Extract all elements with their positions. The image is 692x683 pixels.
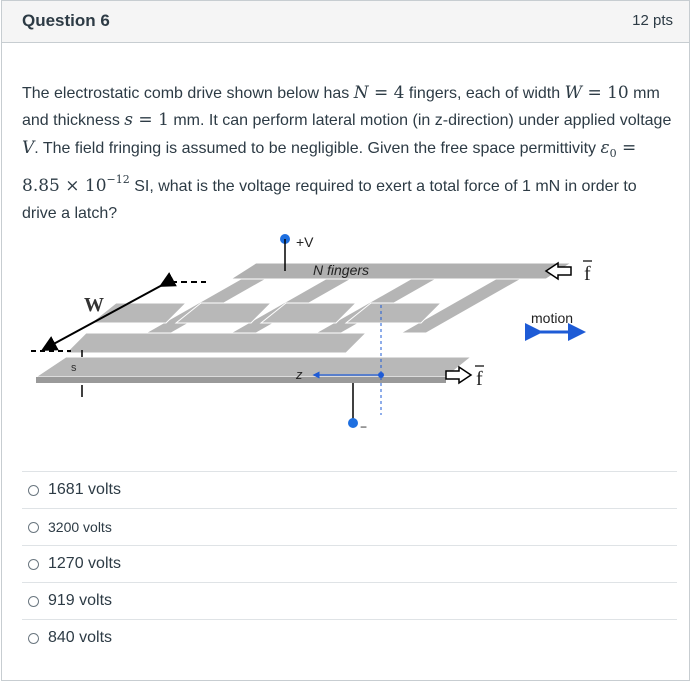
radio-icon[interactable] bbox=[28, 485, 39, 496]
bottom-finger bbox=[66, 333, 366, 353]
z-axis-origin bbox=[378, 372, 384, 378]
question-text-part: The electrostatic comb drive shown below has bbox=[22, 85, 354, 102]
math-symbol-v: V bbox=[22, 137, 35, 158]
z-label: z bbox=[296, 367, 303, 382]
answer-label: 919 volts bbox=[48, 592, 113, 609]
answer-label: 1681 volts bbox=[48, 481, 121, 498]
n-fingers-label: N fingers bbox=[313, 262, 370, 278]
math-equation: = 8.85 × 10 bbox=[22, 137, 637, 197]
motion-label: motion bbox=[531, 310, 574, 326]
answer-option[interactable] bbox=[22, 471, 677, 508]
math-symbol-w: W bbox=[564, 83, 583, 103]
math-subscript: 0 bbox=[609, 147, 617, 160]
bottom-comb-bar bbox=[36, 357, 471, 377]
answer-option[interactable] bbox=[22, 508, 677, 545]
radio-icon[interactable] bbox=[28, 559, 39, 570]
question-text-part: fingers, each of width bbox=[404, 85, 565, 102]
math-symbol-epsilon: ε bbox=[600, 137, 610, 158]
question-text-part: . The field fringing is assumed to be negligible. Given the free space permittivity bbox=[34, 139, 601, 157]
answer-label: 1270 volts bbox=[48, 555, 121, 572]
answer-option[interactable] bbox=[22, 545, 677, 582]
answer-list bbox=[22, 471, 677, 656]
question-text bbox=[22, 80, 674, 227]
force-label-bottom: f bbox=[476, 368, 483, 390]
question-text-part: SI, what is the voltage required to exert a total force of 1 mN in order to drive a latch? bbox=[22, 178, 637, 222]
math-symbol-s: s bbox=[124, 110, 134, 131]
top-comb-bar bbox=[231, 263, 571, 279]
math-equation: = 1 bbox=[133, 110, 169, 131]
radio-icon[interactable] bbox=[28, 522, 39, 533]
bottom-comb-bar-edge bbox=[36, 377, 446, 383]
answer-label: 840 volts bbox=[48, 629, 113, 646]
question-card bbox=[1, 0, 690, 681]
minus-terminal bbox=[348, 418, 358, 428]
minus-label: − bbox=[360, 420, 368, 434]
question-points: 12 pts bbox=[632, 12, 673, 29]
answer-option[interactable] bbox=[22, 619, 677, 656]
question-title: Question 6 bbox=[22, 11, 110, 30]
s-label: s bbox=[71, 362, 77, 374]
question-header bbox=[2, 1, 689, 43]
question-text-part: mm. It can perform lateral motion (in z-direction) under applied voltage bbox=[168, 112, 672, 130]
math-symbol-n: N bbox=[353, 83, 369, 103]
math-equation: = 10 bbox=[582, 83, 629, 103]
w-label: W bbox=[84, 294, 104, 316]
answer-option[interactable] bbox=[22, 582, 677, 619]
question-text-part: mm and thickness bbox=[22, 85, 660, 130]
plus-v-label: +V bbox=[296, 234, 314, 250]
comb-drive-figure bbox=[26, 225, 646, 435]
radio-icon[interactable] bbox=[28, 633, 39, 644]
answer-label: 3200 volts bbox=[48, 519, 112, 535]
math-equation: = 4 bbox=[368, 83, 405, 103]
math-exponent: −12 bbox=[106, 173, 130, 187]
force-label-top: f bbox=[584, 263, 591, 285]
radio-icon[interactable] bbox=[28, 596, 39, 607]
